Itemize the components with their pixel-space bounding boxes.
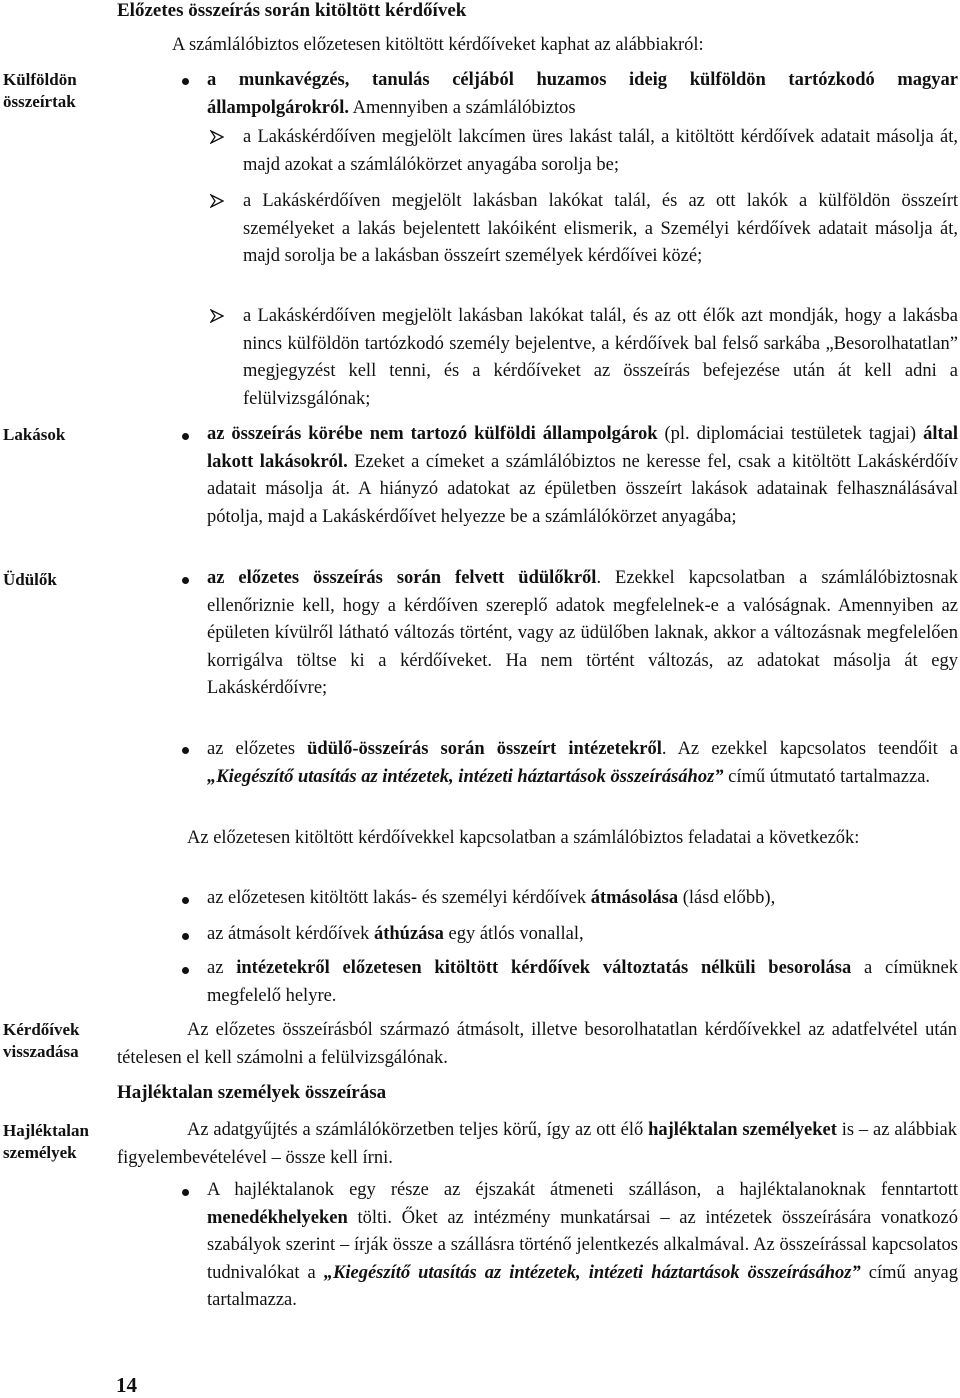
bullet4-bold: üdülő-összeírás során összeírt intézetekről <box>307 739 662 759</box>
task2-rest: egy átlós vonallal, <box>443 924 584 944</box>
bullet-intezetek <box>207 736 958 791</box>
hajlektalan-rest: is – az alábbiak figyelembevételével – össze kell írni. <box>117 1120 957 1168</box>
bullet-dot-icon <box>182 78 189 85</box>
arrow-right-icon <box>210 129 224 149</box>
task3-bold: intézetekről előzetesen kitöltött kérdőívek változtatás nélküli besorolása <box>236 958 852 978</box>
paragraph-feladatok: Az előzetesen kitöltött kérdőívekkel kapcsolatban a számlálóbiztos feladatai a következők: <box>187 828 860 848</box>
bullet2-bold1: az összeírás körébe nem tartozó külföldi állampolgárok <box>207 424 658 444</box>
bullet3-rest: . Ezekkel kapcsolatban a számlálóbiztosnak ellenőriznie kell, hogy a kérdőíven szereplő adatok megfelelnek-e a valóságnak. Amennyiben az épületen kívülről látható változás történt, vagy az üdülőben laknak, akkor a változásnak megfelelően korrigálva töltse ki a kérdőíveket. Ha nem történt változás, az adatokat másolja át egy Lakáskérdőívre; <box>207 568 958 698</box>
bullet5-mid: tölti. Őket az intézmény munkatársai – az intézetek összeírására vonatkozó szabályok szerint – írják össze a szállásra történő jelentkezés alkalmával. Az összeírással kapcsolatos tudnivalókat a <box>207 1207 958 1283</box>
margin-note-hajlektalan: Hajléktalan személyek <box>3 1121 89 1162</box>
page-number: 14 <box>116 1373 137 1397</box>
section-intro: A számlálóbiztos előzetesen kitöltött kérdőíveket kaphat az alábbiakról: <box>172 35 704 55</box>
hajlektalan-bold: hajléktalan személyeket <box>648 1120 837 1140</box>
bullet-menedekhelyek <box>207 1177 958 1315</box>
bullet-udulok <box>207 565 958 703</box>
margin-note-kerdoivek: Kérdőívek visszadása <box>3 1020 80 1061</box>
task-athuzas <box>207 921 958 949</box>
arrow-right-icon <box>210 193 224 213</box>
bullet-dot-icon <box>182 747 189 754</box>
task1-bold: átmásolása <box>590 888 679 908</box>
margin-note-lakasok: Lakások <box>3 425 66 444</box>
bullet-kulfoldon-bold: a munkavégzés, tanulás céljából huzamos ideig külföldön tartózkodó magyar állampolgárokról. <box>207 70 958 118</box>
paragraph-visszaadas: Az előzetes összeírásból származó átmásolt, illetve besorolhatatlan kérdőívekkel az adatfelvétel után tételesen el kell számolni a felülvizsgálónak. <box>117 1020 957 1068</box>
bullet4-pre: az előzetes <box>207 739 308 759</box>
bullet-dot-icon <box>182 1189 189 1196</box>
task2-bold: áthúzása <box>373 924 444 944</box>
margin-note-kulfoldon: Külföldön összeírtak <box>3 70 77 111</box>
bullet4-mid: . Az ezekkel kapcsolatos teendőit a <box>661 739 959 759</box>
bullet2-rest: Ezeket a címeket a számlálóbiztos ne keresse fel, csak a kitöltött Lakáskérdőív adatait másolja át. A hiányzó adatokat az épületben összeírt lakások adatainak felhasználásával pótolja, majd a Lakáskérdőívet helyezze be a számlálókörzet anyagába; <box>207 451 958 527</box>
task-atmasolas <box>207 885 958 913</box>
margin-note-udulok: Üdülők <box>3 570 57 589</box>
bullet-dot-icon <box>182 433 189 440</box>
bullet4-italic: „Kiegészítő utasítás az intézetek, intézeti háztartások összeírásához” <box>207 766 724 787</box>
section-heading-hajlektalan: Hajléktalan személyek összeírása <box>117 1082 387 1103</box>
bullet5-italic: „Kiegészítő utasítás az intézetek, intézeti háztartások összeírásához” <box>323 1262 861 1283</box>
task2-pre: az átmásolt kérdőívek <box>207 924 374 944</box>
sub-item-lakok-elismerik: a Lakáskérdőíven megjelölt lakásban lakókat talál, és az ott lakók a külföldön összeírt személyeket a lakás bejelentett lakóiként elismerik, a Személyi kérdőívek adatait másolja át, majd sorolja be a lakásban összeírt személyek kérdőívei közé; <box>243 191 958 266</box>
task1-pre: az előzetesen kitöltött lakás- és személyi kérdőívek <box>207 888 591 908</box>
bullet-dot-icon <box>182 933 189 940</box>
bullet-kulfoldon-rest: Amennyiben a számlálóbiztos <box>349 97 576 118</box>
bullet-dot-icon <box>182 897 189 904</box>
bullet2-mid: (pl. diplomáciai testületek tagjai) <box>657 424 924 444</box>
section-heading-elozetes: Előzetes összeírás során kitöltött kérdőívek <box>117 0 467 21</box>
task1-rest: (lásd előbb), <box>678 888 776 908</box>
sub-item-besorolhatatlan: a Lakáskérdőíven megjelölt lakásban lakókat talál, és az ott élők azt mondják, hogy a lakásba nincs külföldön tartózkodó személy bejelentve, a kérdőívek bal felső sarkába „Besorolhatatlan” megjegyzést kell tenni, és a kérdőíveket az összeírás befejezése után át kell adni a felülvizsgálónak; <box>243 306 958 409</box>
bullet5-rest: című anyag tartalmazza. <box>207 1262 958 1310</box>
paragraph-hajlektalan <box>117 1116 957 1172</box>
bullet3-bold: az előzetes összeírás során felvett üdülőkről <box>207 568 597 588</box>
bullet5-bold: menedékhelyeken <box>207 1207 348 1228</box>
bullet-dot-icon <box>182 577 189 584</box>
bullet-dot-icon <box>182 967 189 974</box>
bullet2-bold2: által lakott lakásokról. <box>207 424 959 472</box>
task3-pre: az <box>207 958 237 978</box>
bullet4-rest: című útmutató tartalmazza. <box>723 766 931 787</box>
bullet5-pre: A hajléktalanok egy része az éjszakát átmeneti szálláson, a hajléktalanoknak fenntartott <box>207 1180 958 1200</box>
bullet-kulfoldi-allampolgarok <box>207 421 958 531</box>
arrow-right-icon <box>210 308 224 328</box>
hajlektalan-pre: Az adatgyűjtés a számlálókörzetben teljes körű, így az ott élő <box>187 1120 649 1140</box>
sub-item-ures-lakas: a Lakáskérdőíven megjelölt lakcímen üres lakást talál, a kitöltött kérdőívek adatait másolja át, majd azokat a számlálókörzet anyagába sorolja be; <box>243 127 958 175</box>
bullet-kulfoldon <box>207 67 958 122</box>
task3-rest: a címüknek megfelelő helyre. <box>207 958 958 1006</box>
task-besorolas <box>207 955 958 1010</box>
